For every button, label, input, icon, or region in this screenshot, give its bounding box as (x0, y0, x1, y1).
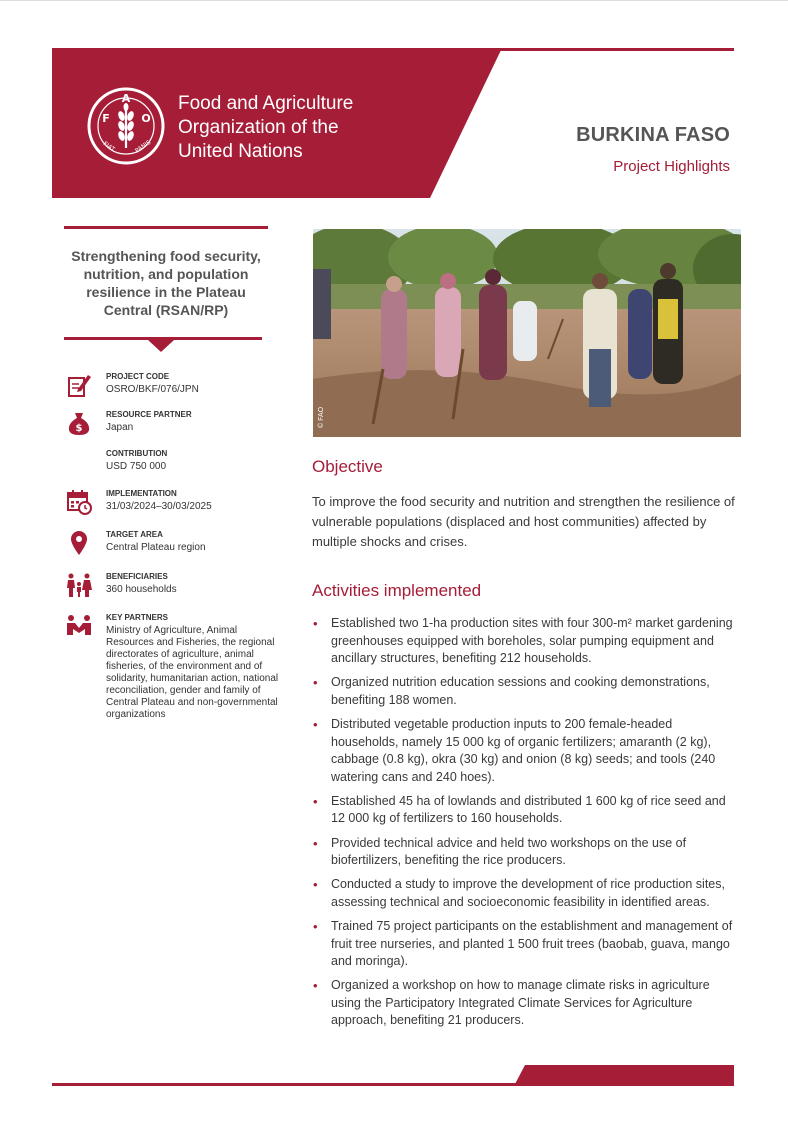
sidebar-arrow-icon (148, 340, 174, 352)
activity-text: Trained 75 project participants on the establishment and management of fruit tree nurseries, and planted 1 500 fruit trees (baobab, guava, mango and moringa). (331, 918, 733, 969)
org-name-line-3: United Nations (178, 141, 303, 162)
bullet-icon: • (313, 793, 318, 809)
info-value: 31/03/2024–30/03/2025 (106, 501, 212, 512)
info-label: PROJECT CODE (106, 372, 170, 381)
org-name-line-1: Food and Agriculture (178, 93, 354, 114)
info-value: Central Plateau region (106, 542, 206, 553)
info-label: TARGET AREA (106, 530, 163, 539)
activity-text: Distributed vegetable production inputs to 200 female-headed households, namely 15 000 kg of organic fertilizers; amaranth (2 kg), cabbage (0.8 kg), okra (30 kg) and onion (8 kg) seeds; and tools (240 watering cans and 240 hoes). (331, 716, 716, 784)
activities-list (312, 615, 742, 1036)
activity-text: Established 45 ha of lowlands and distributed 1 600 kg of rice seed and 12 000 kg of fertilizers to 160 households. (331, 793, 726, 826)
money-bag-icon (66, 410, 92, 436)
list-item (312, 674, 742, 709)
photo-credit: © FAO (318, 406, 325, 428)
calendar-clock-icon (66, 489, 92, 515)
activity-text: Conducted a study to improve the development of rice production sites, assessing technical and socioeconomic feasibility in identified areas. (331, 877, 725, 909)
bullet-icon: • (313, 877, 318, 893)
location-pin-icon (66, 530, 92, 556)
fao-logo-icon (86, 86, 166, 166)
family-icon (66, 572, 92, 598)
country-title: BURKINA FASO (576, 124, 730, 146)
svg-text:O: O (141, 112, 151, 125)
info-label: RESOURCE PARTNER (106, 410, 192, 419)
svg-text:FIAT: FIAT (101, 140, 117, 154)
org-name-line-2: Organization of the (178, 117, 339, 138)
list-item (312, 615, 742, 668)
sidebar-top-rule (64, 226, 268, 229)
document-subtitle: Project Highlights (613, 158, 730, 175)
activity-text: Organized a workshop on how to manage climate risks in agriculture using the Participatory Integrated Climate Services for Agriculture approach, benefiting 21 producers. (331, 978, 710, 1028)
bullet-icon: • (313, 616, 318, 631)
info-value: OSRO/BKF/076/JPN (106, 384, 199, 395)
info-label: BENEFICIARIES (106, 572, 168, 581)
organization-name (178, 92, 353, 164)
objective-heading: Objective (312, 457, 383, 476)
bullet-icon: • (313, 675, 318, 691)
bullet-icon: • (313, 918, 318, 934)
activity-text: Established two 1-ha production sites with four 300-m² market gardening greenhouses equipped with boreholes, solar pumping equipment and ancillary structures, benefiting 212 households. (331, 616, 733, 666)
svg-text:$: $ (75, 423, 83, 434)
project-photo (313, 229, 741, 437)
info-value: Japan (106, 422, 134, 433)
handshake-people-icon (66, 613, 92, 639)
activity-text: Provided technical advice and held two workshops on the use of biofertilizers, benefiting the rice producers. (331, 835, 687, 868)
page-top-rule (0, 0, 788, 1)
list-item (312, 918, 742, 971)
document-edit-icon (66, 372, 92, 398)
objective-text: To improve the food security and nutrition and strengthen the resilience of vulnerable populations (displaced and host communities) affected by multiple shocks and crises. (312, 494, 735, 549)
info-label: KEY PARTNERS (106, 613, 168, 622)
list-item (312, 876, 742, 911)
bullet-icon: • (313, 978, 318, 994)
list-item (312, 716, 742, 786)
list-item (312, 835, 742, 870)
info-value: 360 households (106, 584, 177, 595)
svg-text:PANIS: PANIS (134, 138, 153, 155)
activity-text: Organized nutrition education sessions and cooking demonstrations, benefiting 188 women. (331, 675, 710, 707)
footer-accent-block (514, 1065, 734, 1086)
info-value: Ministry of Agriculture, Animal Resources and Fisheries, the regional directorates of agriculture, animal fisheries, of the environment and of solidarity, humanitarian action, national reconciliation, gender and family of Central Plateau and non-governmental organizations (106, 625, 279, 720)
info-label: CONTRIBUTION (106, 449, 168, 458)
svg-text:F: F (102, 112, 110, 125)
svg-text:A: A (121, 92, 131, 105)
bullet-icon: • (313, 835, 318, 851)
list-item (312, 977, 742, 1030)
activities-heading: Activities implemented (312, 581, 482, 600)
bullet-icon: • (313, 716, 318, 732)
info-value: USD 750 000 (106, 461, 167, 472)
list-item (312, 793, 742, 828)
info-label: IMPLEMENTATION (106, 489, 177, 498)
project-title: Strengthening food security, nutrition, and population resilience in the Plateau Central (RSAN/RP) (71, 248, 261, 318)
